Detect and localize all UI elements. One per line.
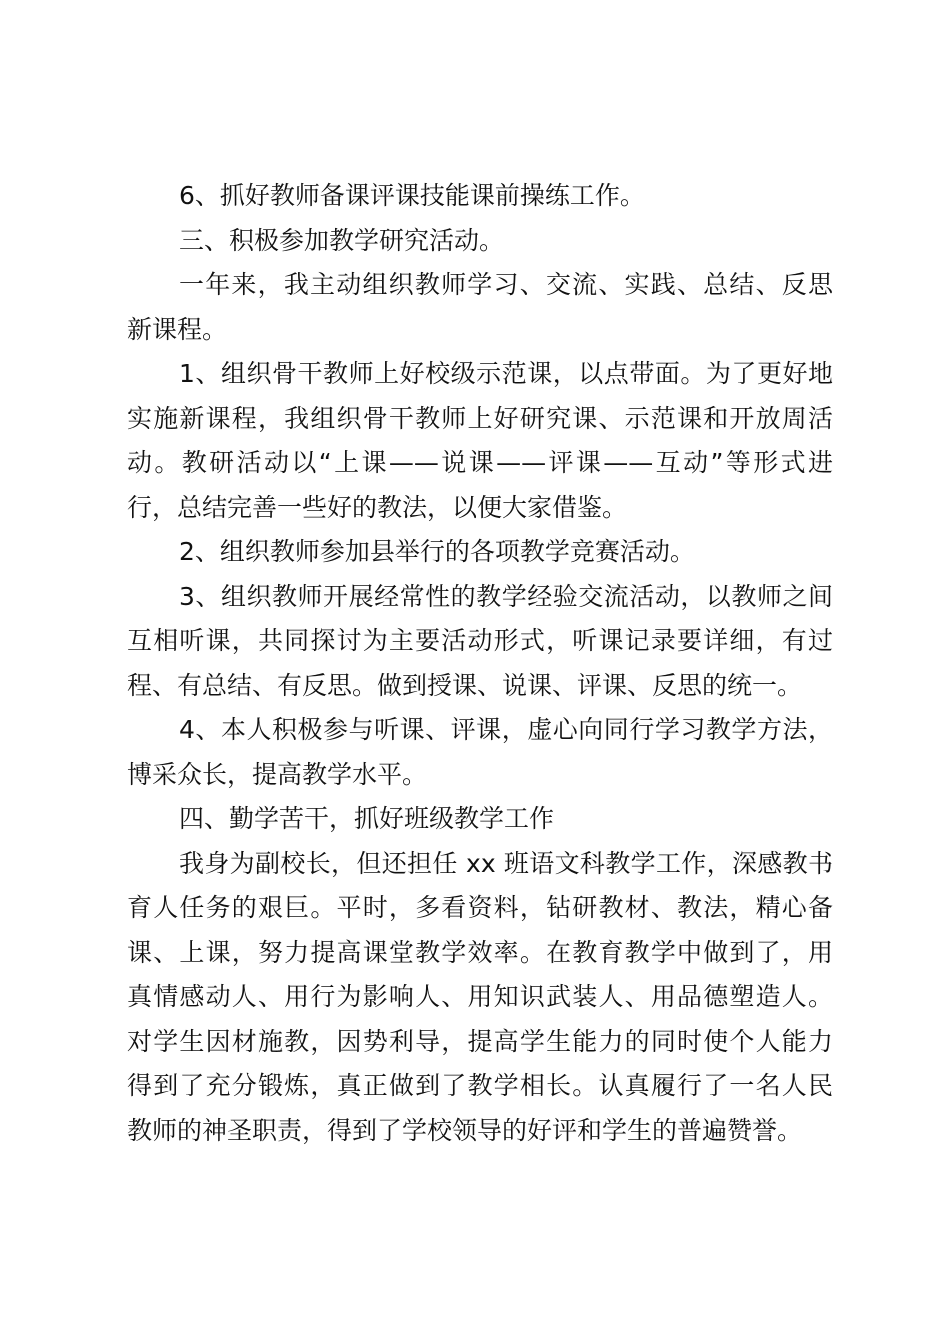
text-line: 教师的神圣职责，得到了学校领导的好评和学生的普遍赞誉。	[127, 1115, 803, 1145]
text-line: 三、积极参加教学研究活动。	[179, 225, 505, 255]
text-line: 2、组织教师参加县举行的各项教学竞赛活动。	[179, 537, 695, 566]
text-line: 互相听课，共同探讨为主要活动形式，听课记录要详细，有过	[127, 626, 833, 655]
text-line: 真情感动人、用行为影响人、用知识武装人、用品德塑造人。	[127, 982, 833, 1011]
text-line: 育人任务的艰巨。平时，多看资料，钻研教材、教法，精心备	[127, 893, 833, 922]
text-line: 对学生因材施教，因势利导，提高学生能力的同时使个人能力	[127, 1026, 833, 1056]
text-line: 3、组织教师开展经常性的教学经验交流活动，以教师之间	[179, 581, 833, 611]
text-line: 行，总结完善一些好的教法，以便大家借鉴。	[127, 492, 628, 522]
text-line: 6、抓好教师备课评课技能课前操练工作。	[179, 181, 645, 210]
text-line: 程、有总结、有反思。做到授课、说课、评课、反思的统一。	[127, 670, 803, 700]
text-line: 实施新课程，我组织骨干教师上好研究课、示范课和开放周活	[127, 403, 833, 433]
text-line: 四、勤学苦干，抓好班级教学工作	[179, 804, 555, 833]
text-line: 4、本人积极参与听课、评课，虚心向同行学习教学方法，	[179, 715, 833, 744]
text-line: 我身为副校长，但还担任 xx 班语文科教学工作，深感教书	[179, 848, 833, 878]
text-line: 一年来，我主动组织教师学习、交流、实践、总结、反思	[179, 270, 833, 299]
text-line: 课、上课，努力提高课堂教学效率。在教育教学中做到了，用	[127, 937, 833, 967]
text-line: 博采众长，提高教学水平。	[127, 759, 428, 789]
text-line: 得到了充分锻炼，真正做到了教学相长。认真履行了一名人民	[127, 1071, 833, 1100]
text-line: 1、组织骨干教师上好校级示范课，以点带面。为了更好地	[179, 359, 833, 388]
text-line: 新课程。	[127, 314, 228, 344]
text-line: 动。教研活动以“上课——说课——评课——互动”等形式进	[127, 448, 833, 477]
document-body	[127, 174, 833, 1153]
